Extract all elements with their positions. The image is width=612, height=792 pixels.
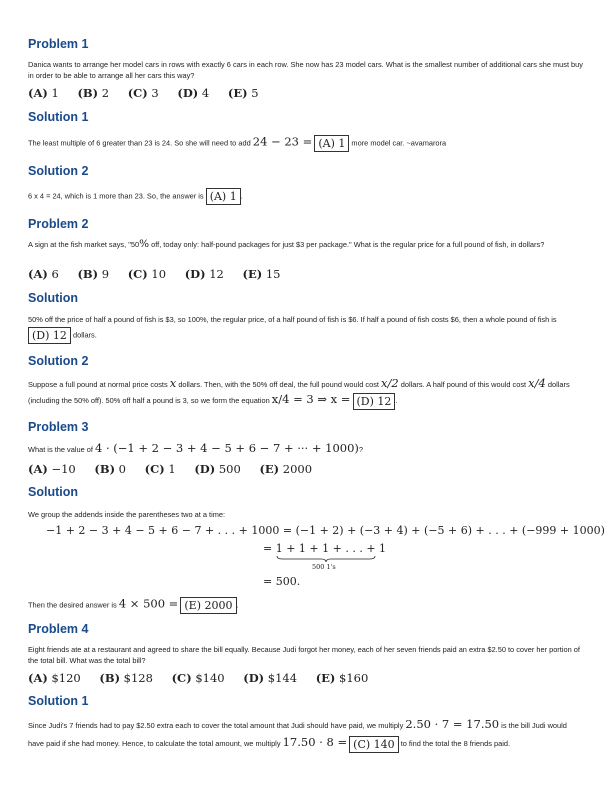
choice-b: (B) $128	[99, 671, 153, 685]
choice-c: (C) $140	[171, 671, 225, 685]
problem-3-choices	[28, 462, 327, 476]
math-expression: 24 − 23 =	[252, 134, 313, 149]
equation-line-2: = 1 + 1 + 1 + . . . + 1	[263, 542, 386, 555]
solution-4-1-heading: Solution 1	[28, 694, 89, 708]
choice-e: (E) 5	[227, 86, 259, 100]
choice-b: (B) 0	[94, 462, 126, 476]
solution-2-2-text: Suppose a full pound at normal price costs x dollars. Then, with the 50% off deal, the full pound would cost x/2 dollars. A half pound of this would cost x/4 dollars (including the 50% off). 50% off half a pound is 3, so we form the equation x/4 = 3 ⇒ x = (D) 12 .	[28, 376, 570, 408]
problem-1-text: Danica wants to arrange her model cars in rows with exactly 6 cars in each row. She now has 23 model cars. What is the smallest number of additional cars she must buy in order to be able to arrange all her cars this way?	[28, 60, 583, 80]
solution-4-1-text: Since Judi's 7 friends had to pay $2.50 extra each to cover the total amount that Judi should have paid, we multiply 2.50 · 7 = 17.50 is the bill Judi would have paid if she had money. Hence, to calculate the total amount, we multiply 17.50 · 8 = (C) 140 to find the total the 8 friends paid.	[28, 717, 567, 751]
problem-4-heading: Problem 4	[28, 622, 89, 636]
solution-2-1-text: 50% off the price of half a pound of fish is $3, so 100%, the regular price, of a half pound of fish is $6. If half a pound of fish costs $6, then a whole pound of fish is (D) 12 dollars.	[28, 315, 557, 342]
solution-3-heading: Solution	[28, 485, 78, 499]
problem-1-heading: Problem 1	[28, 37, 89, 51]
choice-d: (D) 4	[177, 86, 210, 100]
choice-a: (A) 1	[28, 86, 59, 100]
choice-c: (C) 3	[127, 86, 159, 100]
choice-e: (E) $160	[315, 671, 369, 685]
solution-1-2-heading: Solution 2	[28, 164, 89, 178]
choice-e: (E) 15	[242, 267, 281, 281]
answer-box: (A) 1	[206, 188, 241, 205]
answer-box: (D) 12	[28, 327, 71, 344]
answer-box: (C) 140	[349, 736, 399, 753]
problem-1-choices	[28, 86, 274, 100]
problem-2-choices	[28, 267, 295, 281]
problem-3-text: What is the value of 4 · (−1 + 2 − 3 + 4 − 5 + 6 − 7 + ··· + 1000)?	[28, 441, 364, 455]
problem-4-text: Eight friends ate at a restaurant and agreed to share the bill equally. Because Judi forgot her money, each of her seven friends paid an extra $2.50 to cover her portion of the total bill. What was the total bill?	[28, 645, 580, 665]
choice-a: (A) 6	[28, 267, 59, 281]
choice-a: (A) −10	[28, 462, 76, 476]
math-expression: 4 · (−1 + 2 − 3 + 4 − 5 + 6 − 7 + ··· + 1000)	[94, 441, 359, 455]
answer-box: (E) 2000	[180, 597, 236, 614]
problem-3-heading: Problem 3	[28, 420, 89, 434]
problem-4-choices	[28, 671, 383, 685]
underbrace	[276, 555, 376, 563]
choice-d: (D) 12	[184, 267, 224, 281]
choice-a: (A) $120	[28, 671, 81, 685]
problem-2-text: A sign at the fish market says, "50% off, today only: half-pound packages for just $3 per package." What is the regular price for a full pound of fish, in dollars?	[28, 238, 545, 250]
choice-c: (C) 1	[144, 462, 176, 476]
equation-line-3: = 500.	[263, 575, 301, 588]
choice-e: (E) 2000	[259, 462, 313, 476]
underbrace-label: 500 1's	[312, 563, 336, 571]
solution-3-text: We group the addends inside the parentheses two at a time:	[28, 510, 226, 519]
choice-c: (C) 10	[127, 267, 167, 281]
solution-1-2-text: 6 x 4 = 24, which is 1 more than 23. So, the answer is (A) 1 .	[28, 190, 243, 203]
equation-line-1: −1 + 2 − 3 + 4 − 5 + 6 − 7 + . . . + 1000 = (−1 + 2) + (−3 + 4) + (−5 + 6) + . . . + (−999 + 1000)	[46, 524, 605, 537]
solution-2-2-heading: Solution 2	[28, 354, 89, 368]
choice-b: (B) 2	[77, 86, 110, 100]
choice-b: (B) 9	[77, 267, 110, 281]
solution-1-1-text: The least multiple of 6 greater than 23 is 24. So she will need to add 24 − 23 = (A) 1 more model car. ~avamarora	[28, 134, 447, 150]
choice-d: (D) $144	[243, 671, 298, 685]
answer-box: (D) 12	[353, 393, 396, 410]
problem-2-heading: Problem 2	[28, 217, 89, 231]
choice-d: (D) 500	[194, 462, 241, 476]
answer-box: (A) 1	[314, 135, 349, 152]
solution-2-1-heading: Solution	[28, 291, 78, 305]
solution-3-final: Then the desired answer is 4 × 500 = (E) 2000 .	[28, 596, 239, 612]
solution-1-1-heading: Solution 1	[28, 110, 89, 124]
